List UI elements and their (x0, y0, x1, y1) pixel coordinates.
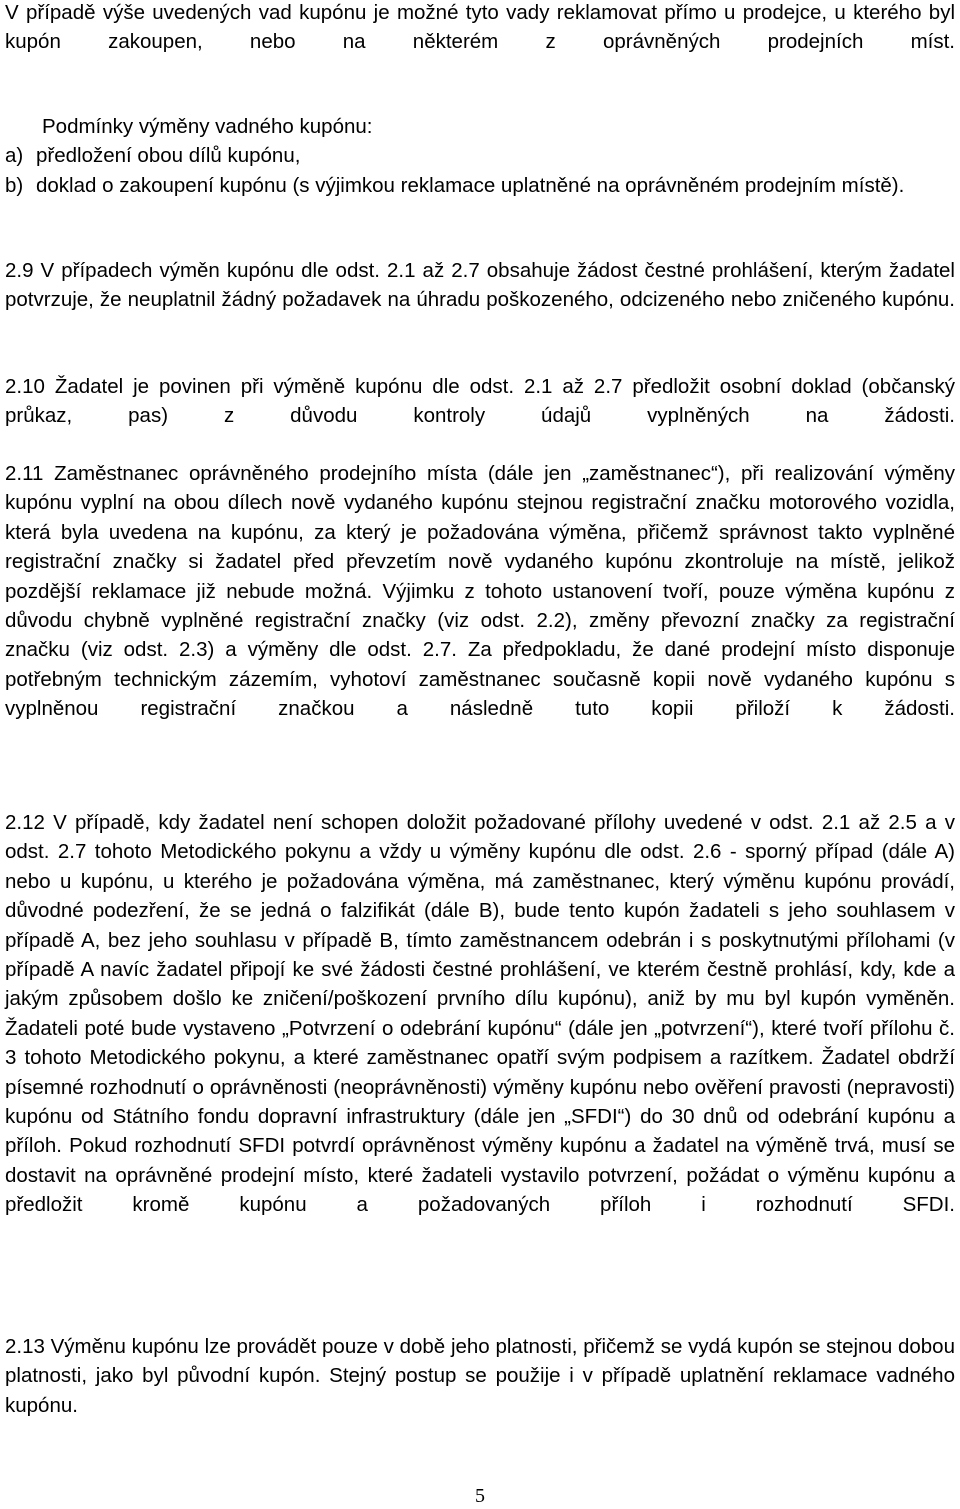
exchange-conditions (0, 112, 960, 200)
list-item-text: předložení obou dílů kupónu, (36, 144, 301, 168)
list-marker: b) (5, 173, 24, 197)
conditions-list (0, 141, 960, 200)
list-marker: a) (5, 144, 24, 168)
paragraph-2-13: 2.13 Výměnu kupónu lze provádět pouze v době jeho platnosti, přičemž se vydá kupón se stejnou dobou platnosti, jako byl původní kupón. Stejný postup se použije i v případě uplatnění reklamace vadného kupónu. (5, 1335, 955, 1417)
page-number: 5 (475, 1485, 485, 1507)
intro-paragraph: V případě výše uvedených vad kupónu je možné tyto vady reklamovat přímo u prodejce, u kterého byl kupón zakoupen, nebo na některém z oprávněných prodejních míst. (5, 1, 955, 54)
conditions-title: Podmínky výměny vadného kupónu: (42, 115, 373, 138)
list-item (5, 171, 955, 200)
paragraph-2-11: 2.11 Zaměstnanec oprávněného prodejního místa (dále jen „zaměstnanec“), při realizování výměny kupónu vyplní na obou dílech nově vydaného kupónu stejnou registrační značku motorového vozidla, která byla uvedena na kupónu, za který je požadována výměna, přičemž správnost takto vyplněné registrační značky si žadatel před převzetím nově vydaného kupónu zkontroluje na místě, jelikož pozdější reklamace již nebude možná. Výjimku z tohoto ustanovení tvoří, pouze výměna kupónu z důvodu chybně vyplněné registrační značky (viz odst. 2.2), změny převozní značky za registrační značku (viz odst. 2.3) a výměny dle odst. 2.7. Za předpokladu, že dané prodejní místo disponuje potřebným technickým zázemím, vyhotoví zaměstnanec současně kopii nově vydaného kupónu s vyplněnou registrační značkou a následně tuto kopii přiloží k žádosti. (5, 462, 955, 721)
list-item (5, 141, 955, 170)
paragraph-2-9: 2.9 V případech výměn kupónu dle odst. 2.1 až 2.7 obsahuje žádost čestné prohlášení, kterým žadatel potvrzuje, že neuplatnil žádný požadavek na úhradu poškozeného, odcizeného nebo zničeného kupónu. (5, 259, 955, 312)
paragraph-2-10: 2.10 Žadatel je povinen při výměně kupónu dle odst. 2.1 až 2.7 předložit osobní doklad (občanský průkaz, pas) z důvodu kontroly údajů vyplněných na žádosti. (5, 375, 955, 428)
paragraph-2-12: 2.12 V případě, kdy žadatel není schopen doložit požadované přílohy uvedené v odst. 2.1 až 2.5 a v odst. 2.7 tohoto Metodického pokynu a vždy u výměny kupónu dle odst. 2.6 - sporný případ (dále A) nebo u kupónu, u kterého je požadována výměna, má zaměstnanec, který výměnu kupónu provádí, důvodné podezření, že se jedná o falzifikát (dále B), bude tento kupón žadateli s jeho souhlasem v případě A, bez jeho souhlasu v případě B, tímto zaměstnancem odebrán i s poskytnutými přílohami (v případě A navíc žadatel připojí ke své žádosti čestné prohlášení, ve kterém čestně prohlásí, kdy, kde a jakým způsobem došlo ke zničení/poškození prvního dílu kupónu), aniž by mu byl kupón vyměněn. Žadateli poté bude vystaveno „Potvrzení o odebrání kupónu“ (dále jen „potvrzení“), které tvoří přílohu č. 3 tohoto Metodického pokynu, a které zaměstnanec opatří svým podpisem a razítkem. Žadatel obdrží písemné rozhodnutí o oprávněnosti (neoprávněnosti) výměny kupónu nebo ověření pravosti (nepravosti) kupónu od Státního fondu dopravní infrastruktury (dále jen „SFDI“) do 30 dnů od odebrání kupónu a příloh. Pokud rozhodnutí SFDI potvrdí oprávněnost výměny kupónu a žadatel na výměně trvá, musí se dostavit na oprávněné prodejní místo, které žadateli vystavilo potvrzení, požádat o výměnu kupónu a předložit kromě kupónu a požadovaných příloh i rozhodnutí SFDI. (5, 811, 955, 1217)
list-item-text: doklad o zakoupení kupónu (s výjimkou reklamace uplatněné na oprávněném prodejním místě). (36, 173, 905, 197)
